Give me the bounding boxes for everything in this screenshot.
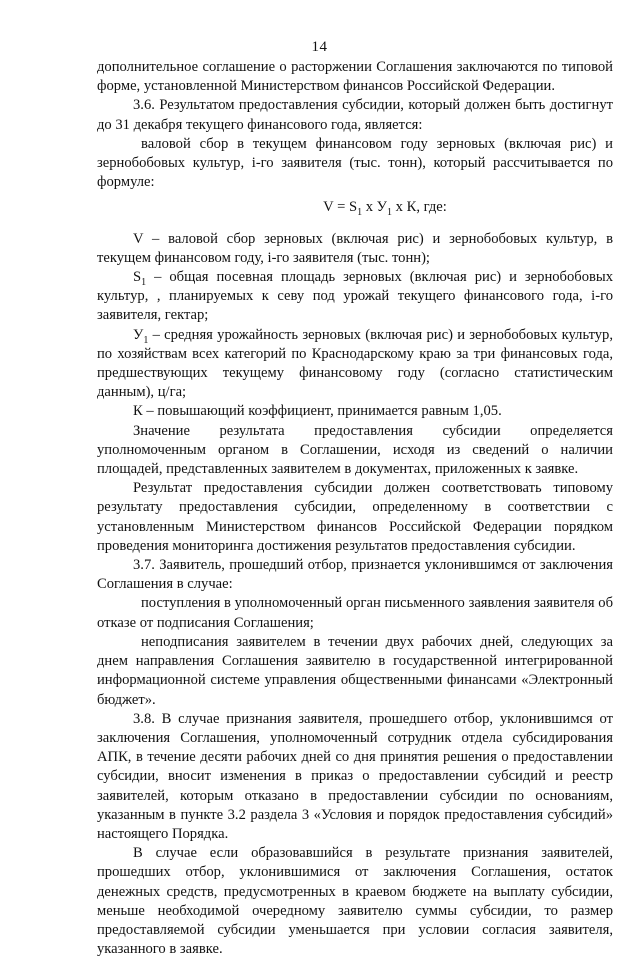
paragraph-gross-harvest: валовой сбор в текущем финансовом году зерновых (включая рис) и зернобобовых культур, i-го заявителя (тыс. тонн), который рассчитывается по формуле: xyxy=(97,135,613,191)
formula-left: V = S xyxy=(323,199,358,216)
paragraph-refusal: поступления в уполномоченный орган письменного заявления заявителя об отказе от подписания Соглашения; xyxy=(97,595,613,631)
formula-sub-2: 1 xyxy=(387,207,392,219)
page-number: 14 xyxy=(311,39,328,55)
definition-u1-text: – средняя урожайность зерновых (включая рис) и зернобобовых культур, по хозяйствам всех категорий по Краснодарскому краю за три финансовых года, предшествующих текущему финансовому году (согласно статистическим данным), ц/га; xyxy=(97,326,613,401)
definition-k: К – повышающий коэффициент, принимается равным 1,05. xyxy=(133,403,502,420)
formula-right: x К, где: xyxy=(392,199,447,216)
definition-s1-sub: 1 xyxy=(141,276,147,288)
paragraph-non-signing: неподписания заявителем в течении двух рабочих дней, следующих за днем направления Соглашения заявителю в государственной интегрированной информационной системе управления общественными финансами «Электронный бюджет». xyxy=(97,633,613,708)
paragraph-1: дополнительное соглашение о расторжении Соглашения заключаются по типовой форме, установленной Министерством финансов Российской Федерации. xyxy=(97,59,613,95)
formula-sub-1: 1 xyxy=(357,207,363,219)
definition-u1 xyxy=(97,326,613,403)
definition-s1 xyxy=(97,268,613,326)
definition-u1-sub: 1 xyxy=(143,334,149,346)
paragraph-3-8: 3.8. В случае признания заявителя, прошедшего отбор, уклонившимся от заключения Соглашения, уполномоченный сотрудник отдела субсидирования АПК, в течение десяти рабочих дней со дня принятия решения о предоставлении субсидии, вносит изменения в приказ о предоставлении субсидий и реестр заявителей, которым отказано в предоставлении субсидии по основаниям, указанным в пункте 3.2 раздела 3 «Условия и порядок предоставления субсидий» настоящего Порядка. xyxy=(97,710,613,842)
paragraph-3-7: 3.7. Заявитель, прошедший отбор, признается уклонившимся от заключения Соглашения в случае: xyxy=(97,557,613,593)
definition-u1-symbol: У xyxy=(133,326,144,343)
definition-s1-text: – общая посевная площадь зерновых (включая рис) и зернобобовых культур, , планируемых к севу под урожай текущего финансового года, i-го заявителя, гектар; xyxy=(97,269,613,324)
paragraph-result-typical: Результат предоставления субсидии должен соответствовать типовому результату предоставления субсидии, определенному в соответствии с установленным Министерством финансов Российской Федерации порядком проведения мониторинга достижения результатов предоставления субсидии. xyxy=(97,480,613,554)
formula-mid: x У xyxy=(362,199,387,216)
definition-s1-symbol: S xyxy=(133,269,142,286)
formula xyxy=(97,198,613,217)
paragraph-remaining-funds: В случае если образовавшийся в результате признания заявителей, прошедших отбор, уклонившимися от заключения Соглашения, остаток денежных средств, предусмотренных в краевом бюджете на выплату субсидии, меньше необходимой очередному заявителю суммы субсидии, то размер предоставляемой субсидии уменьшается при условии согласия заявителя, указанного в заявке. xyxy=(97,845,613,958)
paragraph-result-value: Значение результата предоставления субсидии определяется уполномоченным органом в Соглашении, исходя из сведений о наличии площадей, представленных заявителем в документах, приложенных к заявке. xyxy=(97,422,613,478)
paragraph-3-6: 3.6. Результатом предоставления субсидии, который должен быть достигнут до 31 декабря текущего финансового года, является: xyxy=(97,97,613,133)
document-body xyxy=(97,58,613,959)
definition-v: V – валовой сбор зерновых (включая рис) и зернобобовых культур, в текущем финансовом году, i-го заявителя (тыс. тонн); xyxy=(97,230,613,266)
